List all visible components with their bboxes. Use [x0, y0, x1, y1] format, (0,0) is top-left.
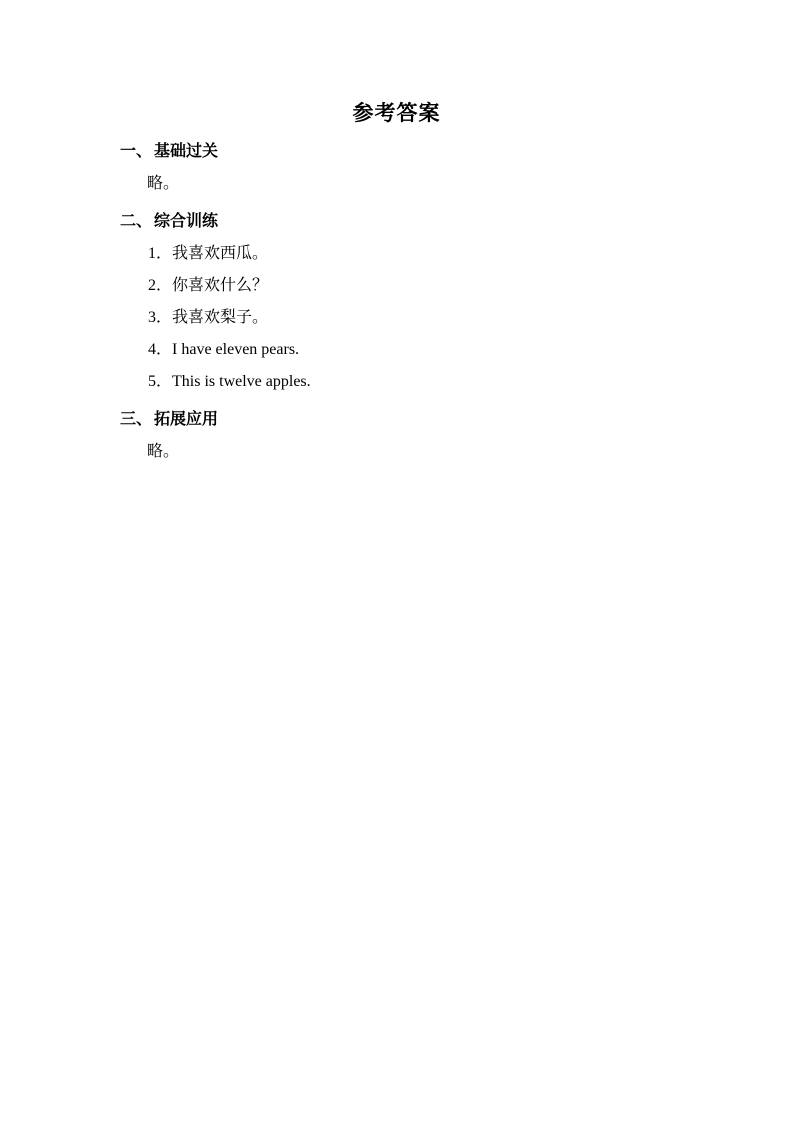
answer-item-5 — [0, 366, 793, 398]
section-heading-label: 拓展应用 — [154, 411, 219, 428]
item-number: 2． — [148, 277, 173, 294]
answer-item-3 — [0, 302, 793, 334]
item-number: 3． — [148, 309, 173, 326]
section-note: 略。 — [147, 443, 180, 460]
answer-item-2 — [0, 270, 793, 302]
section-heading-label: 基础过关 — [154, 143, 219, 160]
page-title: 参考答案 — [352, 102, 441, 125]
item-text: I have eleven pears. — [172, 341, 300, 358]
section-heading-label: 综合训练 — [154, 213, 219, 230]
section-number: 二、 — [120, 213, 153, 230]
section-note: 略。 — [147, 175, 180, 192]
item-number: 1． — [148, 245, 173, 262]
item-text: 你喜欢什么？ — [172, 277, 269, 294]
section-number: 三、 — [120, 411, 153, 428]
section-heading-3 — [0, 404, 793, 436]
item-number: 5． — [148, 373, 173, 390]
item-number: 4． — [148, 341, 173, 358]
section-heading-2 — [0, 206, 793, 238]
section-heading-1 — [0, 136, 793, 168]
item-text: 我喜欢西瓜。 — [172, 245, 269, 262]
answer-item-4 — [0, 334, 793, 366]
answer-item-1 — [0, 238, 793, 270]
section-number: 一、 — [120, 143, 153, 160]
item-text: This is twelve apples. — [172, 373, 311, 390]
item-text: 我喜欢梨子。 — [172, 309, 269, 326]
